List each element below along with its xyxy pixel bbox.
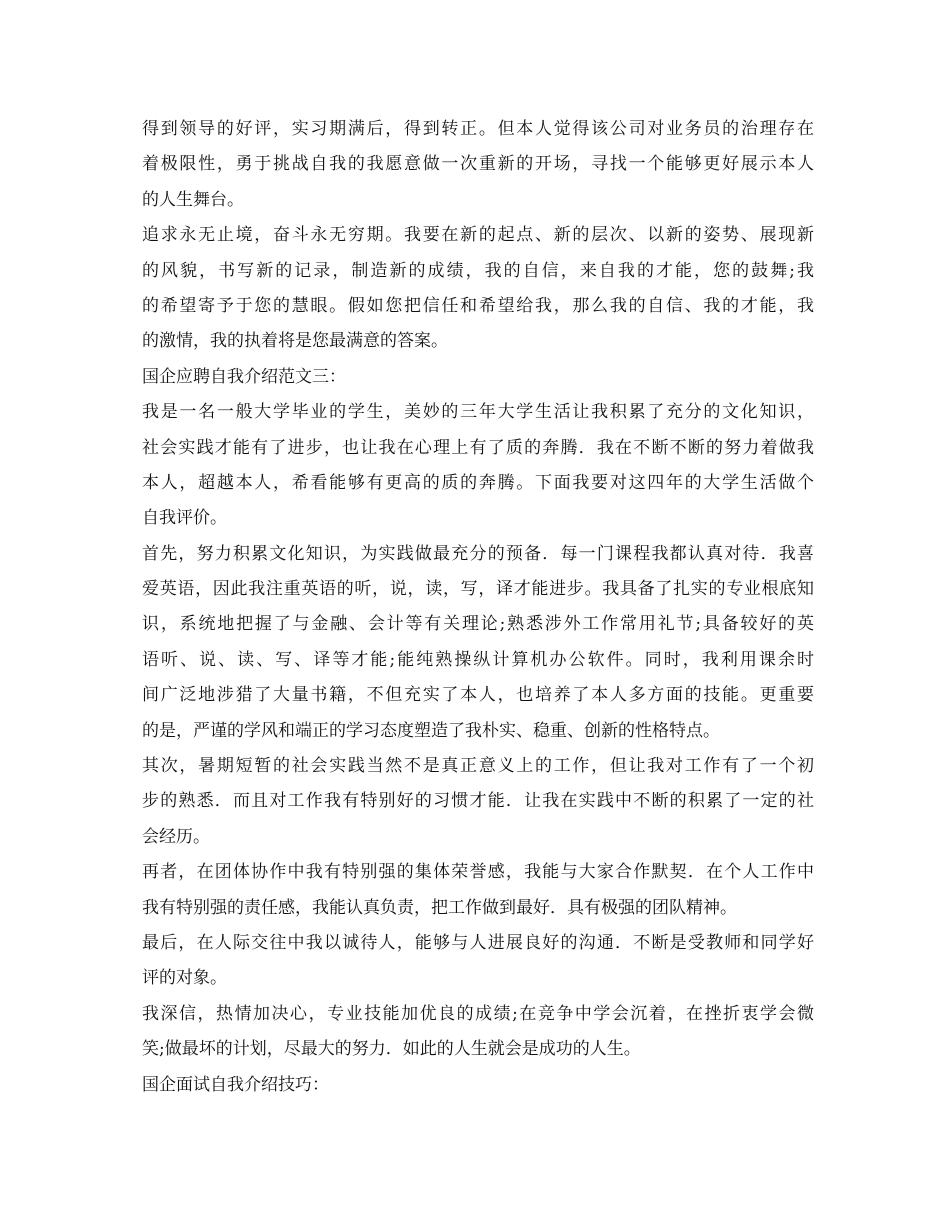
text-line: 着极限性，勇于挑战自我的我愿意做一次重新的开场，寻找一个能够更好展示本人 <box>142 154 814 175</box>
text-line: 评的对象。 <box>142 968 227 989</box>
text-line: 社会实践才能有了进步，也让我在心理上有了质的奔腾．我在不断不断的努力着做我 <box>142 437 814 458</box>
text-line: 的希望寄予于您的慧眼。假如您把信任和希望给我，那么我的自信、我的才能，我 <box>142 295 814 316</box>
text-line: 的是，严谨的学风和端正的学习态度塑造了我朴实、稳重、创新的性格特点。 <box>142 720 720 741</box>
text-line: 步的熟悉．而且对工作我有特别好的习惯才能．让我在实践中不断的积累了一定的社 <box>142 791 814 812</box>
text-line: 间广泛地涉猎了大量书籍，不但充实了本人，也培养了本人多方面的技能。更重要 <box>142 685 814 706</box>
document-body <box>142 112 814 1103</box>
text-line: 首先，努力积累文化知识，为实践做最充分的预备．每一门课程我都认真对待．我喜 <box>142 543 814 564</box>
paragraph <box>142 360 814 395</box>
paragraph <box>142 997 814 1068</box>
text-line: 其次，暑期短暂的社会实践当然不是真正意义上的工作，但让我对工作有了一个初 <box>142 756 814 777</box>
text-line: 的风貌，书写新的记录，制造新的成绩，我的自信，来自我的才能，您的鼓舞;我 <box>142 260 814 281</box>
paragraph <box>142 749 814 855</box>
paragraph <box>142 855 814 926</box>
text-line: 爱英语，因此我注重英语的听，说，读，写，译才能进步。我具备了扎实的专业根底知 <box>142 579 814 600</box>
text-line: 本人，超越本人，希看能够有更高的质的奔腾。下面我要对这四年的大学生活做个 <box>142 472 814 493</box>
text-line: 追求永无止境，奋斗永无穷期。我要在新的起点、新的层次、以新的姿势、展现新 <box>142 225 814 246</box>
text-line: 我有特别强的责任感，我能认真负责，把工作做到最好．具有极强的团队精神。 <box>142 897 737 918</box>
text-line: 得到领导的好评，实习期满后，得到转正。但本人觉得该公司对业务员的治理存在 <box>142 119 814 139</box>
paragraph <box>142 112 814 218</box>
paragraph <box>142 926 814 997</box>
text-line: 国企应聘自我介绍范文三： <box>142 366 346 387</box>
text-line: 会经历。 <box>142 826 210 847</box>
text-line: 我深信，热情加决心，专业技能加优良的成绩;在竞争中学会沉着，在挫折衷学会微 <box>142 1003 814 1024</box>
paragraph <box>142 395 814 537</box>
text-line: 最后，在人际交往中我以诚待人，能够与人进展良好的沟通．不断是受教师和同学好 <box>142 932 814 953</box>
paragraph <box>142 1068 814 1103</box>
text-line: 笑;做最坏的计划，尽最大的努力．如此的人生就会是成功的人生。 <box>142 1039 641 1060</box>
text-line: 的人生舞台。 <box>142 189 244 210</box>
text-line: 语听、说、读、写、译等才能;能纯熟操纵计算机办公软件。同时，我利用课余时 <box>142 649 814 670</box>
paragraph <box>142 537 814 749</box>
text-line: 我是一名一般大学毕业的学生，美妙的三年大学生活让我积累了充分的文化知识， <box>142 402 814 423</box>
text-line: 识，系统地把握了与金融、会计等有关理论;熟悉涉外工作常用礼节;具备较好的英 <box>142 614 814 635</box>
text-line: 自我评价。 <box>142 508 227 529</box>
text-line: 的激情，我的执着将是您最满意的答案。 <box>142 331 448 352</box>
text-line: 再者，在团体协作中我有特别强的集体荣誉感，我能与大家合作默契．在个人工作中 <box>142 862 814 883</box>
text-line: 国企面试自我介绍技巧： <box>142 1074 329 1095</box>
paragraph <box>142 218 814 360</box>
